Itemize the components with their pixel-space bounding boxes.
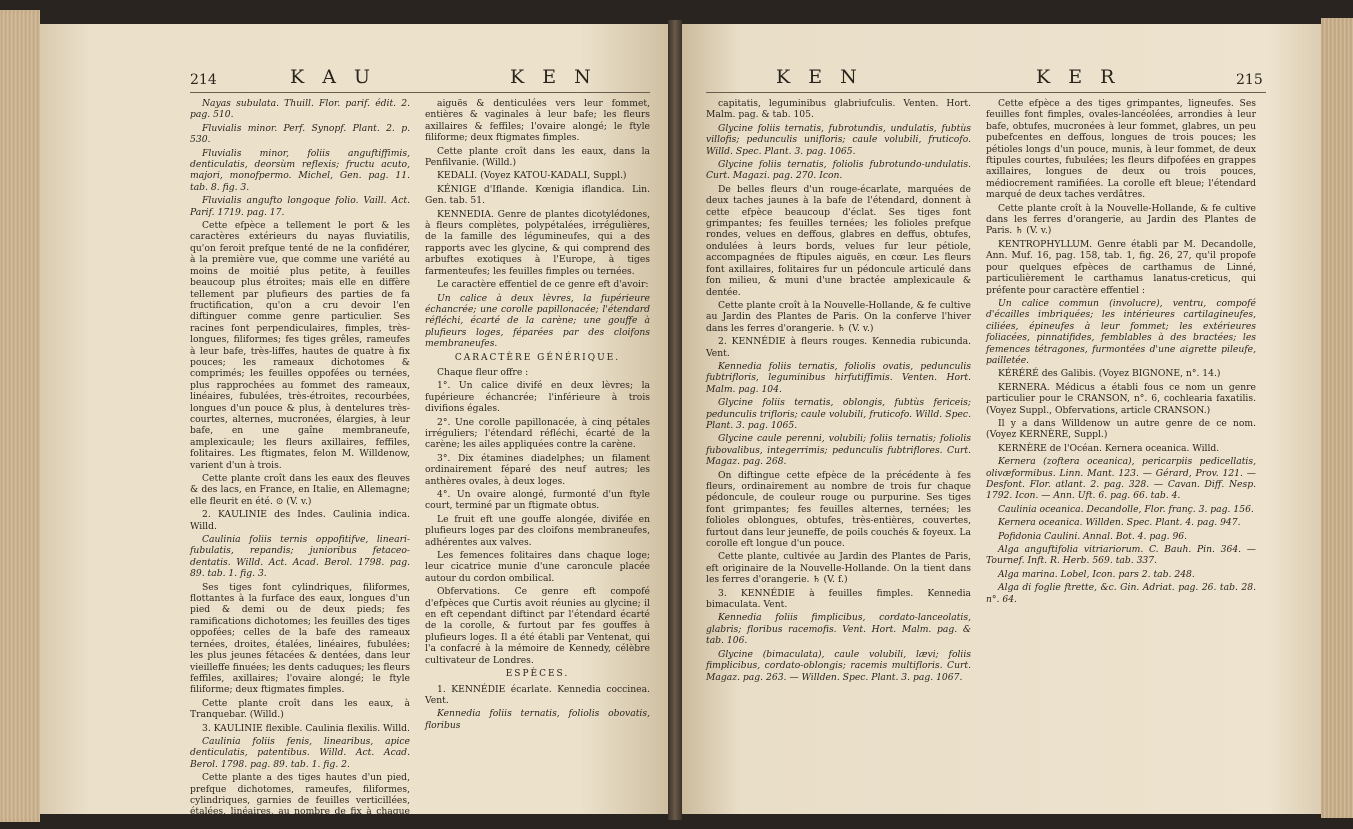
left-header-left: K A U: [290, 66, 377, 88]
paragraph: Caulinia foliis fenis, linearibus, apice denticulatis, patentibus. Willd. Act. Acad. Berol. 1798. pag. 89. tab. 1. fig. 2.: [190, 735, 410, 770]
paragraph: Un calice à deux lèvres, la fupérieure échancrée; une corolle papillonacée; l'étendard réfléchi, écarté de la carène; une gouffe à plufieurs loges, féparées par des cloifons membraneufes.: [425, 292, 650, 350]
right-header-rule: [706, 92, 1266, 93]
paragraph: Glycine foliis ternatis, foliolis fubrotundo-undulatis. Curt. Magazi. pag. 270. Icon.: [706, 159, 971, 182]
book-gutter: [668, 20, 682, 820]
paragraph: Le fruit eft une gouffe alongée, divifée en plufieurs loges par des cloifons membraneufes, adhérentes aux valves.: [425, 513, 650, 548]
paragraph: Obfervations. Ce genre eft compofé d'efpèces que Curtis avoit réunies au glycine; il en eft cependant diftinct par l'étendard écarté de la corolle, & furtout par fes gouffes à plufieurs loges. Il a été établi par Ventenat, qui l'a confacré à la mémoire de Kennedy, célèbre cultivateur de Londres.: [425, 586, 650, 666]
paragraph: Cette plante, cultivée au Jardin des Plantes de Paris, eft originaire de la Nouvelle-Hollande. On la tient dans les ferres d'orangerie. ♄ (V. f.): [706, 551, 971, 586]
left-header-rule: [190, 92, 650, 93]
paragraph: Cette plante a des tiges hautes d'un pied, prefque dichotomes, rameufes, filiformes, cylindriques, garnies de feuilles verticillées, étalées, linéaires, au nombre de fix à chaque verticille,: [190, 772, 410, 829]
paragraph: Fluvialis minor. Perf. Synopf. Plant. 2. p. 530.: [190, 122, 410, 146]
paragraph: Alga anguftifolia vitriariorum. C. Bauh. Pin. 364. — Tournef. Inft. R. Herb. 569. tab. 337.: [986, 544, 1256, 567]
paragraph: 1°. Un calice divifé en deux lèvres; la fupérieure échancrée; l'inférieure à trois divifions égales.: [425, 380, 650, 415]
paragraph: De belles fleurs d'un rouge-écarlate, marquées de deux taches jaunes à la bafe de l'étendard, donnent à cette efpèce beaucoup d'éclat. Ses tiges font grimpantes; fes feuilles ternées; les folioles prefque rondes, velues en deffous, glabres en deffus, obtufes, ondulées à leurs bords, velues fur leur pétiole, accompagnées de ftipules aiguës, en cœur. Les fleurs font axillaires, folitaires fur un pédoncule articulé dans fon milieu, & muni d'une bractée amplexicaule & dentée.: [706, 183, 971, 298]
paragraph: Cette efpèce a des tiges grimpantes, ligneufes. Ses feuilles font fimples, ovales-lancéolées, arrondies à leur bafe, obtufes, mucronées à leur fommet, glabres, un peu pubefcentes en deffous, longues de trois pouces; les pétioles longs d'un pouce, munis, à leur fommet, de deux ftipules courtes, fubulées; les fleurs difpofées en grappes axillaires, longues de deux ou trois pouces, médiocrement ramifiées. La corolle eft bleue; l'étendard marqué de deux taches verdâtres.: [986, 98, 1256, 201]
paragraph: 3. KENNÉDIE à feuilles fimples. Kennedia bimaculata. Vent.: [706, 587, 971, 611]
right-column-2: [986, 98, 1256, 798]
paragraph: KÉRÉRÉ des Galibis. (Voyez BIGNONE, n°. 14.): [998, 368, 1221, 380]
paragraph: ESPÈCES.: [505, 669, 570, 680]
paragraph: Kernera oceanica. Willden. Spec. Plant. 4. pag. 947.: [998, 517, 1241, 529]
paragraph: Kernera (zoftera oceanica), pericarpiis pedicellatis, olivæformibus. Linn. Mant. 123. — Gérard, Prov. 121. — Desfont. Flor. atlant. 2. pag. 328. — Cavan. Diff. Nesp. 1792. Icon. — Ann. Uft. 6. pag. 66. tab. 4.: [986, 456, 1256, 502]
paragraph: KERNÈRE de l'Océan. Kernera oceanica. Willd.: [998, 442, 1220, 454]
paragraph: Ses tiges font cylindriques, filiformes, flottantes à la furface des eaux, longues d'un pied & demi ou de deux pieds; fes ramifications dichotomes; les feuilles des tiges oppofées; celles de la bafe des rameaux ternées, droites, étalées, linéaires, fubulées; les plus jeunes fétacées & dentées, dans leur vieilleffe finuées; les dents caduques; les fleurs feffiles, axillaires; l'ovaire alongé; le ftyle filiforme; deux ftigmates fimples.: [190, 581, 410, 696]
paragraph: Cette plante croît dans les eaux, à Tranquebar. (Willd.): [190, 697, 410, 721]
paragraph: Glycine caule perenni, volubili; foliis ternatis; foliolis fubovalibus, integerrimis; pedunculis fubtriflores. Curt. Magaz. pag. 268.: [706, 433, 971, 468]
right-header-left: K E N: [776, 66, 863, 88]
paragraph: Glycine foliis ternatis, fubrotundis, undulatis, fubtùs villofis; pedunculis unifloris; caule volubili, fruticofo. Willd. Spec. Plant. 3. pag. 1065.: [706, 122, 971, 157]
paragraph: Cette efpèce a tellement le port & les caractères extérieurs du nayas fluviatilis, qu'on feroit prefque tenté de ne la confidérer, à la première vue, que comme une variété au moins de moitié plus petite, à feuilles beaucoup plus étroites; mais elle en diffère tellement par plufieurs des parties de fa fructification, qu'on a cru devoir l'en diftinguer comme genre particulier. Ses racines font perpendiculaires, fimples, très-longues, filiformes; fes tiges grêles, rameufes à leur bafe, très-liffes, hautes de quatre à fix pouces; les rameaux dichotomes & comprimés; les feuilles oppofées ou ternées, plus rapprochées au fommet des rameaux, linéaires, fubulées, très-étroites, recourbées, longues d'un pouce & plus, à dentelures très-courtes, alternes, mucronées, élargies, à leur bafe, en une gaîne membraneufe, amplexicaule; les fleurs axillaires, feffiles, folitaires. Les ftigmates, felon M. Willdenow, varient d'un à trois.: [190, 220, 410, 471]
paragraph: Un calice commun (involucre), ventru, compofé d'écailles imbriquées; les intérieures cartilagineufes, ciliées, épineufes à leur fommet; les extérieures foliacées, pinnatifides, femblables à des bractées; les femences tétragones, furmontées d'une aigrette pileufe, pailletée.: [986, 297, 1256, 366]
paragraph: Chaque fleur offre :: [437, 366, 529, 378]
right-page-number: 215: [1236, 72, 1263, 88]
paragraph: Cette plante croît à la Nouvelle-Hollande, & fe cultive au Jardin des Plantes de Paris. On la conferve l'hiver dans les ferres d'orangerie. ♄ (V. v.): [706, 299, 971, 334]
paragraph: Nayas subulata. Thuill. Flor. parif. édit. 2. pag. 510.: [190, 98, 410, 121]
paragraph: Cette plante croît dans les eaux, dans la Penfilvanie. (Willd.): [425, 145, 650, 169]
paragraph: aiguës & denticulées vers leur fommet, entières & vaginales à leur bafe; les fleurs axillaires & feffiles; l'ovaire alongé; le ftyle filiforme; deux ftigmates fimples.: [425, 98, 650, 144]
paragraph: Glycine foliis ternatis, oblongis, fubtùs fericeis; pedunculis trifloris; caule volubili, fruticofo. Willd. Spec. Plant. 3. pag. 1065.: [706, 397, 971, 431]
paragraph: 2. KAULINIE des Indes. Caulinia indica. Willd.: [190, 509, 410, 532]
right-header-right: K E R: [1036, 66, 1121, 88]
paragraph: On diftingue cette efpèce de la précédente à fes fleurs, ordinairement au nombre de trois fur chaque pédoncule, de couleur rouge ou purpurine. Ses tiges font grimpantes; fes feuilles alternes, ternées; les folioles oblongues, obtufes, très-entières, couvertes, furtout dans leur jeuneffe, de poils couchés & foyeux. La corolle eft longue d'un pouce.: [706, 469, 971, 550]
paragraph: KERNERA. Médicus a établi fous ce nom un genre particulier pour le CRANSON, n°. 6, cochlearia faxatilis. (Voyez Suppl., Obfervations, article CRANSON.): [986, 381, 1256, 416]
left-page: [40, 24, 674, 829]
left-header-right: K E N: [510, 66, 597, 88]
paragraph: 1. KENNÉDIE écarlate. Kennedia coccinea. Vent.: [425, 683, 650, 706]
paragraph: KÉNIGE d'Iflande. Kœnigia iflandica. Lin. Gen. tab. 51.: [425, 183, 650, 207]
paragraph: KEDALI. (Voyez KATOU-KADALI, Suppl.): [437, 170, 627, 182]
paragraph: KENNEDIA. Genre de plantes dicotylédones, à fleurs complètes, polypétalées, irrégulières, de la famille des légumineufes, qui a des rapports avec les glycine, & qui comprend des arbuftes exotiques à l'Europe, à tiges farmenteufes; les feuilles fimples ou ternées.: [425, 208, 650, 277]
right-column-1: [706, 98, 971, 798]
paragraph: Fluvialis angufto longoque folio. Vaill. Act. Parif. 1719. pag. 17.: [190, 195, 410, 218]
paragraph: Alga marina. Lobel, Icon. pars 2. tab. 248.: [998, 568, 1195, 580]
left-column-2: [425, 98, 650, 798]
paragraph: Les femences folitaires dans chaque loge; leur cicatrice munie d'une caroncule placée autour du cordon ombilical.: [425, 550, 650, 584]
paragraph: CARACTÈRE GÉNÉRIQUE.: [454, 352, 621, 363]
left-page-edges: [0, 10, 40, 822]
paragraph: 3°. Dix étamines diadelphes; un filament ordinairement féparé des neuf autres; les anthères ovales, à deux loges.: [425, 452, 650, 487]
paragraph: Pofidonia Caulini. Annal. Bot. 4. pag. 96.: [998, 530, 1188, 542]
paragraph: Caulinia foliis ternis oppofitifve, lineari-fubulatis, repandis; junioribus fetaceo-dentatis. Willd. Act. Acad. Berol. 1798. pag. 89. tab. 1. fig. 3.: [190, 534, 410, 580]
paragraph: Il y a dans Willdenow un autre genre de ce nom. (Voyez KERNÈRE, Suppl.): [986, 417, 1256, 441]
paragraph: capitatis, leguminibus glabriufculis. Venten. Hort. Malm. pag. & tab. 105.: [706, 98, 971, 121]
paragraph: Caulinia oceanica. Decandolle, Flor. franç. 3. pag. 156.: [998, 503, 1254, 515]
paragraph: Cette plante croît à la Nouvelle-Hollande, & fe cultive dans les ferres d'orangerie, au Jardin des Plantes de Paris. ♄ (V. v.): [986, 202, 1256, 237]
right-page-edges: [1321, 18, 1353, 818]
paragraph: 4°. Un ovaire alongé, furmonté d'un ftyle court, terminé par un ftigmate obtus.: [425, 489, 650, 512]
left-column-1: [190, 98, 410, 829]
paragraph: KENTROPHYLLUM. Genre établi par M. Decandolle, Ann. Muf. 16, pag. 158, tab. 1, fig. 26, 27, qu'il propofe pour quelques efpèces de carthamus de Linné, particulièrement le carthamus lanatus-creticus, qui préfente pour caractère effentiel :: [986, 238, 1256, 296]
paragraph: 2. KENNÉDIE à fleurs rouges. Kennedia rubicunda. Vent.: [706, 336, 971, 359]
paragraph: Cette plante croît dans les eaux des fleuves & des lacs, en France, en Italie, en Allemagne; elle fleurit en été. ⊙ (V. v.): [190, 473, 410, 507]
paragraph: Kennedia foliis ternatis, foliolis obovatis, floribus: [425, 708, 650, 731]
right-page: [676, 24, 1321, 814]
paragraph: 2°. Une corolle papillonacée, à cinq pétales irréguliers; l'étendard réfléchi, écarté de la carène; les ailes appliquées contre la carène.: [425, 416, 650, 451]
paragraph: Kennedia foliis fimplicibus, cordato-lanceolatis, glabris; floribus racemofis. Vent. Hort. Malm. pag. & tab. 106.: [706, 612, 971, 647]
paragraph: 3. KAULINIE flexible. Caulinia flexilis. Willd.: [202, 722, 410, 734]
paragraph: Alga di foglie ftrette, &c. Gin. Adriat. pag. 26. tab. 28. n°. 64.: [986, 582, 1256, 605]
paragraph: Kennedia foliis ternatis, foliolis ovatis, pedunculis fubtrifloris, leguminibus hirfutiffimis. Venten. Hort. Malm. pag. 104.: [706, 360, 971, 395]
paragraph: Le caractère effentiel de ce genre eft d'avoir:: [437, 279, 649, 291]
paragraph: Fluvialis minor, foliis anguftiffimis, denticulatis, deorsùm reflexis; fructu acuto, majori, monofpermo. Michel, Gen. pag. 11. tab. 8. fig. 3.: [190, 147, 410, 193]
left-page-number: 214: [190, 72, 217, 88]
paragraph: Glycine (bimaculata), caule volubili, lævi; foliis fimplicibus, cordato-oblongis; racemis multifloris. Curt. Magaz. pag. 263. — Willden. Spec. Plant. 3. pag. 1067.: [706, 648, 971, 683]
